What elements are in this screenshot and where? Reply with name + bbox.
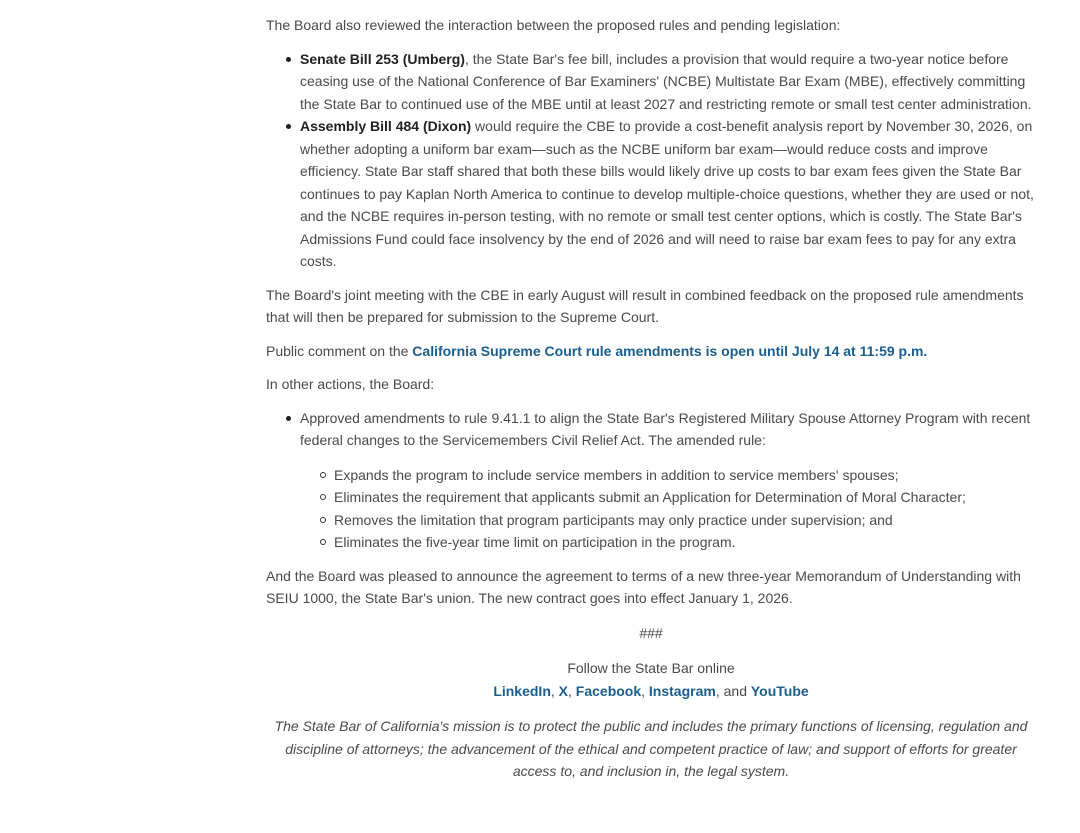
sub-list-item: Expands the program to include service members in addition to service members' spouses;: [334, 464, 1036, 487]
x-link[interactable]: X: [558, 682, 568, 699]
amended-rule-list: [300, 464, 1036, 554]
joint-meeting-paragraph: The Board's joint meeting with the CBE in early August will result in combined feedback on the proposed rule amendments that will then be prepared for submission to the Supreme Court.: [266, 286, 1024, 325]
bill-name: Assembly Bill 484 (Dixon): [300, 118, 472, 134]
sub-list-item: Removes the limitation that program participants may only practice under supervision; and: [334, 509, 1036, 532]
youtube-link[interactable]: YouTube: [750, 682, 809, 699]
separator-and: , and: [715, 682, 751, 699]
press-release-body: [266, 14, 1036, 783]
public-comment-prefix: Public comment on the: [266, 342, 413, 359]
sub-list-item: Eliminates the requirement that applicants submit an Application for Determination of Moral Character;: [334, 486, 1036, 509]
agreement-paragraph: And the Board was pleased to announce the agreement to terms of a new three-year Memorandum of Understanding with SEIU 1000, the State Bar's union. The new contract goes into effect January 1, 2026.: [266, 567, 1021, 606]
mission-statement: The State Bar of California's mission is to protect the public and includes the primary functions of licensing, regulation and discipline of attorneys; the advancement of the ethical and competent practice of law; and support of efforts for greater access to, and inclusion in, the legal system.: [274, 718, 1028, 779]
other-actions-paragraph: In other actions, the Board:: [266, 376, 435, 392]
intro-paragraph: The Board also reviewed the interaction between the proposed rules and pending legislation:: [266, 17, 841, 33]
public-comment-paragraph: [266, 340, 1036, 363]
social-links: [266, 680, 1036, 703]
separator-comma: ,: [641, 682, 649, 699]
separator-comma: ,: [550, 682, 559, 699]
actions-list: [266, 407, 1036, 554]
instagram-link[interactable]: Instagram: [648, 682, 716, 699]
facebook-link[interactable]: Facebook: [575, 682, 642, 699]
separator-comma: ,: [568, 682, 576, 699]
bill-description: , the State Bar's fee bill, includes a provision that would require a two-year notice before ceasing use of the National Conference of Bar Examiners' (NCBE) Multistate Bar Exam (MBE), effectively committing the State Bar to continued use of the MBE until at least 2027 and restricting remote or small test center administration.: [300, 50, 1032, 112]
end-separator: ###: [639, 624, 663, 641]
legislation-list: [266, 48, 1036, 273]
action-text: Approved amendments to rule 9.41.1 to align the State Bar's Registered Military Spouse Attorney Program with recent federal changes to the Servicemembers Civil Relief Act. The amended rule:: [300, 409, 1031, 448]
sub-list-item: Eliminates the five-year time limit on participation in the program.: [334, 531, 1036, 554]
linkedin-link[interactable]: LinkedIn: [493, 682, 551, 699]
public-comment-link[interactable]: California Supreme Court rule amendments is open until July 14 at 11:59 p.m.: [412, 342, 928, 359]
list-item: [300, 115, 1036, 273]
bill-name: Senate Bill 253 (Umberg): [300, 50, 465, 67]
bill-description: would require the CBE to provide a cost-benefit analysis report by November 30, 2026, on whether adopting a uniform bar exam—such as the NCBE uniform bar exam—would reduce costs and improve efficiency. State Bar staff shared that both these bills would likely drive up costs to bar exam fees given the State Bar continues to pay Kaplan North America to continue to develop multiple-choice questions, whether they are used or not, and the NCBE requires in-person testing, with no remote or small test center options, which is costly. The State Bar's Admissions Fund could face insolvency by the end of 2026 and will need to raise bar exam fees to pay for any extra costs.: [300, 118, 1034, 269]
follow-label: Follow the State Bar online: [567, 660, 735, 676]
list-item: [300, 407, 1036, 554]
list-item: [300, 48, 1036, 116]
